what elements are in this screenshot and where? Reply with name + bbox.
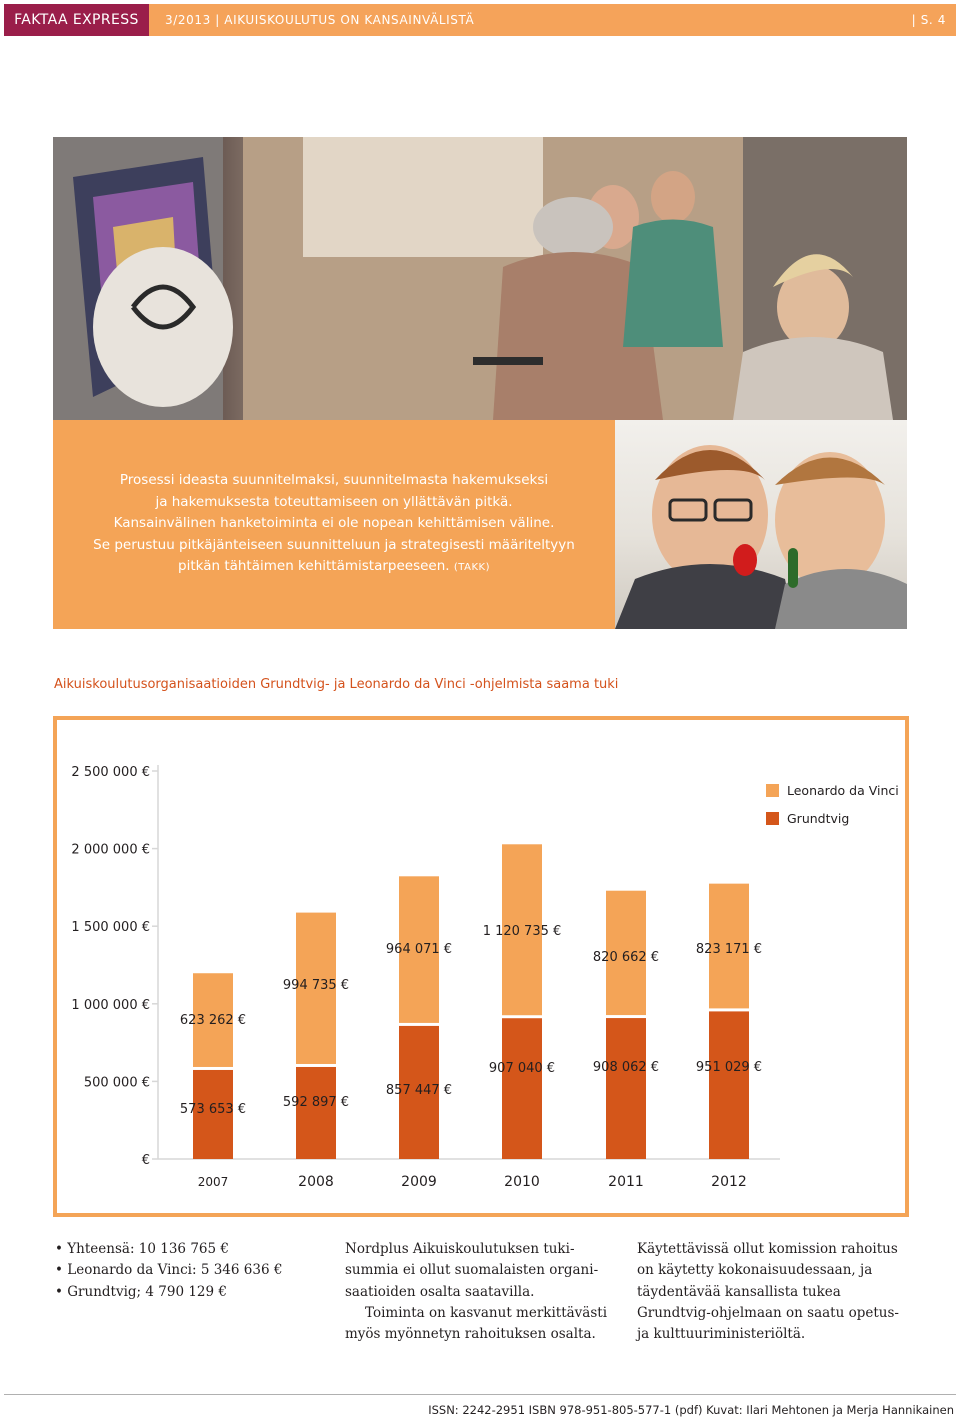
bar-grundtvig-2008: [296, 1067, 336, 1159]
data-label-grundtvig-2010: 907 040 €: [488, 1061, 556, 1076]
data-label-leonardo-2007: 623 262 €: [179, 1013, 247, 1028]
publication-brand: FAKTAA EXPRESS: [4, 4, 149, 36]
data-label-leonardo-2010: 1 120 735 €: [482, 924, 562, 939]
y-tick-label: 1 000 000 €: [71, 997, 150, 1013]
list-item: • Grundtvig; 4 790 129 €: [55, 1283, 227, 1300]
data-label-grundtvig-2007: 573 653 €: [179, 1102, 247, 1117]
totals-list: [55, 1239, 325, 1303]
data-label-leonardo-2012: 823 171 €: [695, 942, 763, 957]
growth-paragraph: Toiminta on kasvanut merkittävästi myös myönnetyn rahoituksen osalta.: [345, 1304, 608, 1343]
y-tick-label: 500 000 €: [83, 1075, 150, 1091]
page-number: | S. 4: [911, 13, 946, 27]
y-tick-label: 1 500 000 €: [71, 920, 150, 936]
data-label-grundtvig-2012: 951 029 €: [695, 1060, 763, 1075]
x-tick-label-2011: 2011: [608, 1174, 644, 1190]
bar-grundtvig-2011: [606, 1018, 646, 1159]
list-item: • Yhteensä: 10 136 765 €: [55, 1241, 229, 1257]
chart-title: Aikuiskoulutusorganisaatioiden Grundtvig- ja Leonardo da Vinci -ohjelmista saama tuki: [54, 677, 619, 692]
x-tick-label-2009: 2009: [401, 1174, 437, 1190]
total-grundtvig: Grundtvig; 4 790 129 €: [67, 1283, 227, 1300]
data-label-grundtvig-2008: 592 897 €: [282, 1095, 350, 1110]
data-label-leonardo-2008: 994 735 €: [282, 978, 350, 993]
legend-swatch: [766, 784, 779, 797]
bar-grundtvig-2012: [709, 1011, 749, 1159]
data-label-grundtvig-2009: 857 447 €: [385, 1083, 453, 1098]
data-label-leonardo-2011: 820 662 €: [592, 950, 660, 965]
footer-divider: [4, 1394, 956, 1395]
x-tick-label-2012: 2012: [711, 1174, 747, 1190]
data-label-grundtvig-2011: 908 062 €: [592, 1060, 660, 1075]
bar-grundtvig-2010: [502, 1018, 542, 1159]
x-tick-label-2010: 2010: [504, 1174, 540, 1190]
list-item: • Leonardo da Vinci: 5 346 636 €: [55, 1262, 283, 1279]
y-tick-label: €: [141, 1153, 150, 1168]
footer-credits: ISSN: 2242-2951 ISBN 978-951-805-577-1 (pdf) Kuvat: Ilari Mehtonen ja Merja Hannikainen: [428, 1403, 954, 1417]
commission-paragraph: Käytettävissä ollut komission rahoitus on käytetty kokonaisuudessaan, ja täydentävää kansallista tukea Grundtvig-ohjelmaan on saatu opetus- ja kulttuuriministeriöltä.: [637, 1241, 899, 1343]
data-label-leonardo-2009: 964 071 €: [385, 942, 453, 957]
legend-swatch: [766, 812, 779, 825]
total-all: Yhteensä: 10 136 765 €: [67, 1241, 229, 1257]
x-tick-label-2008: 2008: [298, 1174, 334, 1190]
nordplus-note: [345, 1239, 610, 1345]
commission-note: [637, 1239, 912, 1345]
quote-line: Kansainvälinen hanketoiminta ei ole nopean kehittämisen väline.: [113, 515, 555, 531]
total-leonardo: Leonardo da Vinci: 5 346 636 €: [67, 1262, 283, 1279]
x-tick-label-2007: 2007: [197, 1175, 229, 1189]
legend-label: Grundtvig: [787, 811, 850, 826]
quote-line: Prosessi ideasta suunnitelmaksi, suunnitelmasta hakemukseksi: [119, 472, 549, 488]
quote-last-line: pitkän tähtäimen kehittämistarpeeseen.: [178, 558, 450, 574]
issue-title: 3/2013 | AIKUISKOULUTUS ON KANSAINVÄLISTÄ: [165, 13, 475, 27]
quote-line: Se perustuu pitkäjänteiseen suunnitteluun ja strategisesti määriteltyyn: [93, 536, 575, 553]
nordplus-paragraph: Nordplus Aikuiskoulutuksen tukisummia ei ollut suomalaisten organisaatioiden osalta saatavilla.: [345, 1241, 599, 1300]
legend-label: Leonardo da Vinci: [787, 783, 899, 798]
y-tick-label: 2 000 000 €: [71, 842, 150, 858]
quote-source: (TAKK): [453, 562, 490, 573]
y-tick-label: 2 500 000 €: [71, 765, 150, 780]
quote-line: ja hakemuksesta toteuttamiseen on yllättävän pitkä.: [155, 493, 513, 510]
